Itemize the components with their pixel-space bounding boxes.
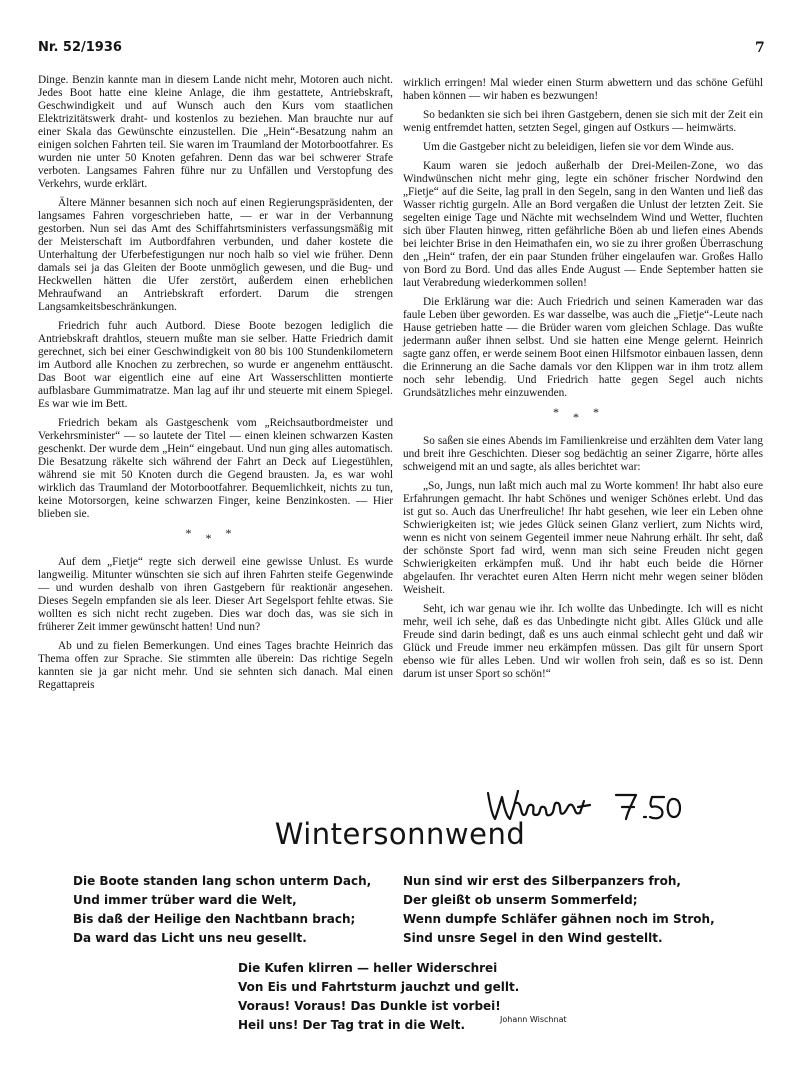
paragraph: Um die Gastgeber nicht zu beleidigen, liefen sie vor dem Winde aus. xyxy=(423,141,734,153)
poem-line: Wenn dumpfe Schläfer gähnen noch im Stroh, xyxy=(403,912,715,926)
paragraph: Auf dem „Fietje“ regte sich derweil eine gewisse Unlust. Es wurde langweilig. Mitunter wünschten sie sich auf ihren Fahrten steife Gegenwinde — und wurden deshalb von ihren Gastgebern für reaktionär angesehen. Dieses Segeln empfanden sie als leer. Dieser Art Segelsport fehlte etwas. Sie wollten es sich nicht recht zugeben. Dies war doch das, was sie sich in früherer Zeit immer gewünscht hatten! Und nun? xyxy=(38,556,393,633)
paragraph: Friedrich fuhr auch Autbord. Diese Boote bezogen lediglich die Antriebskraft drahtlos, steuern mußte man sie selber. Hatte Friedrich damit gerechnet, sich bei einer Geschwindigkeit von 80 bis 100 Stundenkilometern im Autbord alle Knochen zu zerbrechen, so wurde er angenehm enttäuscht. Das Boot war eigentlich eine auf eine Art Wasserschlitten montierte aufblasbare Gummimatratze. Man lag auf ihr und steuerte mit einem Spiegel. Es war wie im Bett. xyxy=(38,320,393,410)
paragraph: Friedrich bekam als Gastgeschenk vom „Reichsautbordmeister und Verkehrsminister“ — so lautete der Titel — einen kleinen schwarzen Kasten geschenkt. Der wurde dem „Hein“ eingebaut. Und nun ging alles automatisch. Die Besatzung räkelte sich während der Fahrt an Deck auf Liegestühlen, während sie mit 50 Knoten durch die Gegend brausten. Ja, es war wohl wirklich das Traumland der Motorbootfahrer. Bequemlichkeit, nichts zu tun, keine Motorsorgen, keine schwarzen Finger, keine Benzinkosten. — Hier blieben sie. xyxy=(38,417,393,520)
poem-stanza-1 xyxy=(73,872,371,948)
poem-line: Und immer trüber ward die Welt, xyxy=(73,893,297,907)
left-column xyxy=(38,74,393,698)
poem-line: Da ward das Licht uns neu gesellt. xyxy=(73,931,307,945)
paragraph: Dinge. Benzin kannte man in diesem Lande nicht mehr, Motoren auch nicht. Jedes Boot hatte eine kleine Anlage, die ihm gestattete, Antriebskraft, Geschwindigkeit und auf Wunsch auch den Kurs vom staatlichen Elektrizitätswerk draht- und kostenlos zu beziehen. Man brauchte nur auf einer Skala das Gewünschte einzustellen. Die „Hein“-Besatzung nahm an einigen solchen Fahrten teil. Sie waren im Traumland der Motorbootfahrer. Es wurden nie unter 50 Knoten gefahren. Denn das war bei schwerer Strafe verboten. Langsames Fahren führe nur zu Unfällen und Verstopfung des Verkehrs, wurde erklärt. xyxy=(38,74,393,190)
section-separator: *** xyxy=(553,405,613,424)
paragraph: wirklich erringen! Mal wieder einen Sturm abwettern und das schöne Gefühl haben können — wir haben es bezwungen! xyxy=(403,77,763,102)
poem-line: Von Eis und Fahrtsturm jauchzt und gellt. xyxy=(238,980,520,994)
poem-line: Bis daß der Heilige den Nachtbann brach; xyxy=(73,912,356,926)
section-separator: *** xyxy=(185,526,246,545)
poem-stanza-3 xyxy=(238,959,519,1035)
page-number: 7 xyxy=(755,40,765,56)
poem-title: Wintersonnwend xyxy=(274,817,526,851)
paragraph: Ältere Männer besannen sich noch auf einen Regierungspräsidenten, der langsames Fahren vorgeschrieben hatte, — er war in der Verbannung gestorben. Nun sei das Amt des Schiffahrtsministers verfassungsmäßig mit der Meisterschaft im Autbordfahren verbunden, und daher kostete die Unterhaltung der Uferbefestigungen nur noch halb so viel wie früher. Denn damals sei ja das Gleiten der Boote unmöglich gewesen, und die Bug- und Heckwellen hätten die Ufer zerstört, außerdem einen erheblichen Mehraufwand an Antriebskraft erfordert. Darum die strengen Langsamkeitsbeschränkungen. xyxy=(38,197,393,313)
poem-line: Der gleißt ob unserm Sommerfeld; xyxy=(403,893,638,907)
paragraph: Die Erklärung war die: Auch Friedrich und seinen Kameraden war das faule Leben über geworden. Es war dasselbe, was auch die „Fietje“-Leute nach Hause getrieben hatte — die Brüder waren vom gleichen Schlage. Das wußte jedermann außer ihnen selbst. Und sie hatten eine Menge gelernt. Heinrich sagte ganz offen, er werde seinem Boot einen Hilfsmotor einbauen lassen, denn die Erinnerung an die Sache damals vor den Klippen war in ihm trotz allem noch sehr lebendig. Und Friedrich hatte gegen Segel auch nichts Grundsätzliches mehr einzuwenden. xyxy=(403,296,763,399)
issue-number: Nr. 52/1936 xyxy=(38,40,122,55)
poem-line: Nun sind wir erst des Silberpanzers froh, xyxy=(403,874,681,888)
right-column xyxy=(403,77,763,687)
poem-line: Heil uns! Der Tag trat in die Welt. xyxy=(238,1018,466,1032)
poem-line: Sind unsre Segel in den Wind gestellt. xyxy=(403,931,663,945)
poem-line: Voraus! Voraus! Das Dunkle ist vorbei! xyxy=(238,999,501,1013)
paragraph: Ab und zu fielen Bemerkungen. Und eines Tages brachte Heinrich das Thema offen zur Sprache. Sie stimmten alle überein: Das richtige Segeln kannten sie ja gar nicht mehr. Und sie sehnten sich danach. Mal einen Regattapreis xyxy=(38,640,393,691)
paragraph: „So, Jungs, nun laßt mich auch mal zu Worte kommen! Ihr habt also eure Erfahrungen gemacht. Ihr habt Schönes und weniger Schönes erlebt. Und das ist gut so. Auch das Unerfreuliche! Ihr habt gesehen, wie leer ein Leben ohne Schwierigkeiten ist; wie jedes Glück seinen Glanz verliert, zum Nichts wird, wenn es nicht von seinem Gegenteil immer neue Nahrung erhält. Ihr seht, daß der schönste Sport fad wird, wenn man sich seine Freuden nicht gegen Schwierigkeiten erkämpfen muß. Und ihr habt euch beide die Hörner abgelaufen. Ihr verachtet euren Alten Herrn nicht mehr wegen seiner blöden Weisheit. xyxy=(403,480,763,596)
poem-stanza-2 xyxy=(403,872,715,948)
paragraph: Kaum waren sie jedoch außerhalb der Drei-Meilen-Zone, wo das Windwünschen nicht mehr ging, legte ein schöner frischer Nordwind den „Fietje“ auf die Seite, lag prall in den Segeln, sang in den Wanten und ließ das Wasser richtig gurgeln. Alle an Bord vergaßen die Unlust der letzten Zeit. Sie segelten einige Tage und Nächte mit wechselndem Wind und Wetter, fluchten sich über Flauten hinweg, ritten gefährliche Böen ab und liefen eines Abends bei leichter Brise in den Heimathafen ein, wo sie zu ihrer großen Überraschung den „Hein“ trafen, der ein paar Stunden früher eingelaufen war. Großes Hallo von Bord zu Bord. Und das alles Ende August — Ende September hatten sie laut Verabredung wiederkommen sollen! xyxy=(403,160,763,289)
paragraph: Seht, ich war genau wie ihr. Ich wollte das Unbedingte. Ich will es nicht mehr, weil ich sehe, daß es das Unbedingte nicht gibt. Alles Glück und alle Freude sind darin bedingt, daß es uns auch einmal schlecht geht und daß wir Glück und Freude immer neu erkämpfen müssen. Das gilt für unsern Sport ebenso wie für alles Leben. Und wir wollen froh sein, daß es so ist. Denn darum ist unser Sport so schön!“ xyxy=(403,603,763,680)
paragraph: So saßen sie eines Abends im Familienkreise und erzählten dem Vater lang und breit ihre Geschichten. Dieser sog bedächtig an seiner Zigarre, hörte alles schweigend mit an und sagte, als alles berichtet war: xyxy=(403,435,763,473)
poem-line: Die Kufen klirren — heller Widerschrei xyxy=(238,961,498,975)
paragraph: So bedankten sie sich bei ihren Gastgebern, denen sie sich mit der Zeit ein wenig entfremdet hatten, setzten Segel, gingen auf Ostkurs — heimwärts. xyxy=(403,109,763,134)
poem-author: Johann Wischnat xyxy=(500,1015,567,1024)
poem-line: Die Boote standen lang schon unterm Dach, xyxy=(73,874,372,888)
